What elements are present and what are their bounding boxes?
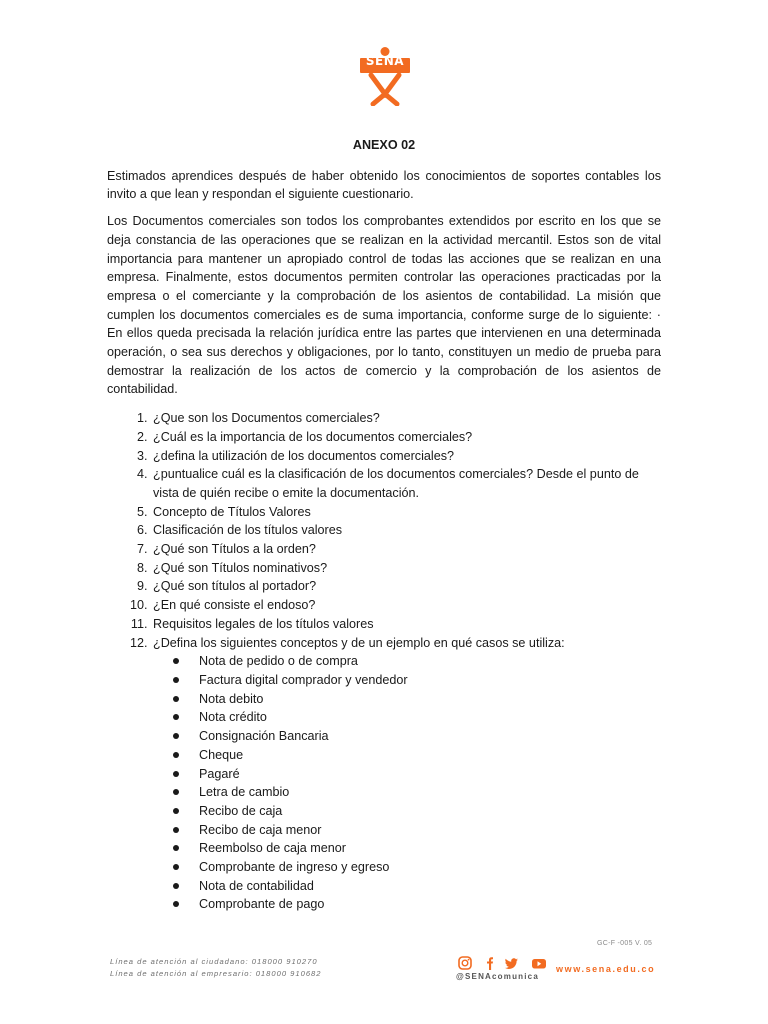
instagram-icon[interactable] <box>459 957 471 969</box>
list-item <box>151 634 661 915</box>
list-item: 4. ¿puntualice cuál es la clasificación de los documentos comerciales? Desde el punto de vista de quién recibe o emite la documentación. <box>151 465 661 502</box>
bullet-item: Nota de contabilidad <box>197 877 661 896</box>
list-item: 9. ¿Qué son títulos al portador? <box>151 577 661 596</box>
list-item: 1. ¿Que son los Documentos comerciales? <box>151 409 661 428</box>
business-line: Línea de atención al empresario: 018000 910682 <box>110 969 322 978</box>
bullet-item: Factura digital comprador y vendedor <box>197 671 661 690</box>
document-content <box>107 136 661 914</box>
facebook-icon[interactable] <box>487 957 493 970</box>
questions-list <box>107 409 661 914</box>
bullet-item: Consignación Bancaria <box>197 727 661 746</box>
list-item: 3. ¿defina la utilización de los documentos comerciales? <box>151 447 661 466</box>
bullet-item: Comprobante de pago <box>197 895 661 914</box>
bullet-item: Nota debito <box>197 690 661 709</box>
social-block <box>458 955 558 985</box>
bullet-item: Reembolso de caja menor <box>197 839 661 858</box>
list-item: 2. ¿Cuál es la importancia de los documentos comerciales? <box>151 428 661 447</box>
bullet-item: Recibo de caja menor <box>197 821 661 840</box>
bullet-item: Nota crédito <box>197 708 661 727</box>
contact-lines <box>110 956 322 980</box>
document-title: ANEXO 02 <box>352 138 416 152</box>
twitter-icon[interactable] <box>505 958 518 969</box>
bullet-item: Letra de cambio <box>197 783 661 802</box>
intro-paragraph: Estimados aprendices después de haber obtenido los conocimientos de soportes contables los invito a que lean y respondan el siguiente cuestionario. <box>107 168 661 202</box>
youtube-icon[interactable] <box>532 959 546 969</box>
bullet-item: Nota de pedido o de compra <box>197 652 661 671</box>
list-item: 8. ¿Qué son Títulos nominativos? <box>151 559 661 578</box>
bullet-item: Cheque <box>197 746 661 765</box>
list-item: 11. Requisitos legales de los títulos valores <box>151 615 661 634</box>
list-item: 10. ¿En qué consiste el endoso? <box>151 596 661 615</box>
body-paragraph: Los Documentos comerciales son todos los comprobantes extendidos por escrito en los que se deja constancia de las operaciones que se realizan en la actividad mercantil. Estos son de vital importancia para mantener un apropiado control de todas las acciones que se realizan en una empresa. Finalmente, estos documentos permiten controlar las operaciones practicadas por la empresa o el comerciante y la comprobación de los asientos de contabilidad. La misión que cumplen los documentos comerciales es de suma importancia, conforme surge de lo siguiente: · En ellos queda precisada la relación jurídica entre las partes que intervienen en una determinada operación, o sea sus derechos y obligaciones, por lo tanto, constituyen un medio de prueba para demostrar la realización de los actos de comercio y la comprobación de los asientos de contabilidad. <box>107 214 661 397</box>
concepts-list <box>153 652 661 914</box>
website-link[interactable]: www.sena.edu.co <box>556 964 656 974</box>
list-item: 5. Concepto de Títulos Valores <box>151 503 661 522</box>
logo-text: SENA <box>365 54 405 68</box>
list-item-label: ¿Defina los siguientes conceptos y de un ejemplo en qué casos se utiliza: <box>153 635 565 650</box>
bullet-item: Comprobante de ingreso y egreso <box>197 858 661 877</box>
list-item: 7. ¿Qué son Títulos a la orden? <box>151 540 661 559</box>
social-handle[interactable]: @SENAcomunica <box>456 972 539 981</box>
bullet-item: Recibo de caja <box>197 802 661 821</box>
citizen-line: Línea de atención al ciudadano: 018000 910270 <box>110 957 318 966</box>
list-item: 6. Clasificación de los títulos valores <box>151 521 661 540</box>
bullet-item: Pagaré <box>197 765 661 784</box>
social-icons <box>458 955 558 971</box>
sena-logo <box>355 46 415 106</box>
document-code: GC-F -005 V. 05 <box>597 940 653 947</box>
